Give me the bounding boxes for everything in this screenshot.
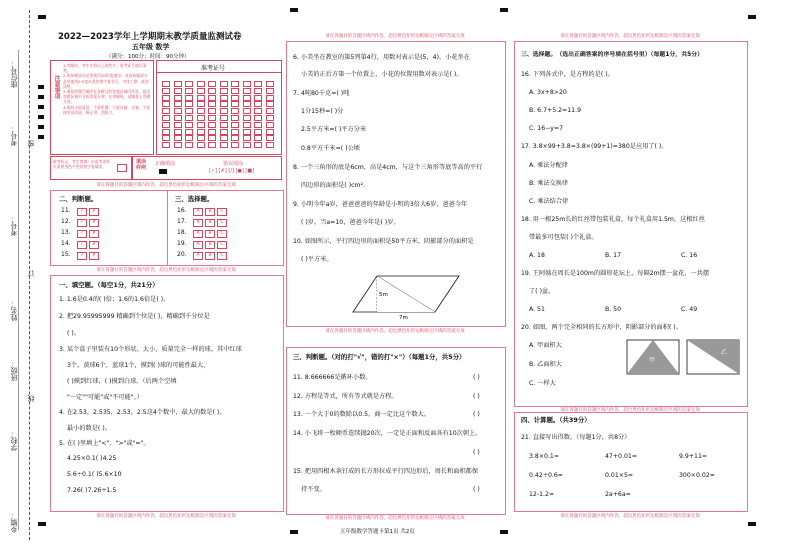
exam-number-bubble[interactable] [243, 95, 251, 101]
judge-option[interactable]: ✗ [89, 252, 99, 260]
q9: 9. 小明今年a岁，爸爸爸爸的年龄是小明的3倍大6岁，爸爸今年 [293, 201, 468, 208]
exam-number-bubble[interactable] [231, 129, 239, 135]
q20-option: C. 一样大 [529, 380, 556, 387]
choice-option[interactable]: C [217, 208, 227, 216]
county-label: 乡镇： [10, 512, 18, 533]
exam-number-bubble[interactable] [162, 142, 170, 148]
exam-number-bubble[interactable] [174, 101, 182, 107]
exam-number-bubble[interactable] [231, 142, 239, 148]
exam-number-bubble[interactable] [174, 115, 182, 121]
name-line [18, 50, 19, 530]
exam-number-bubble[interactable] [162, 81, 170, 87]
correct-fill-mark [159, 169, 167, 174]
choice-row[interactable] [177, 229, 229, 240]
timing-mark [38, 85, 44, 89]
q21: 21. 直接写出得数。（每题1分，共8分） [521, 434, 631, 441]
choice-option[interactable]: C [217, 241, 227, 249]
binding-dashed-line [29, 10, 30, 540]
exam-number-bubble[interactable] [243, 108, 251, 114]
calc-item: 300×0.02= [679, 472, 715, 479]
wrong-fill-label: 错误填涂 [223, 161, 244, 167]
q3: ( )摸到红球，( )摸到白球。（后两个空填 [67, 378, 177, 385]
warning-text: 请在各题目的答题区域内作答，超出黑色矩形边框限定区域的答案无效 [325, 329, 465, 334]
timing-mark [500, 530, 508, 534]
q5-row: 5.6÷0.1( )5.6×10 [67, 471, 122, 478]
q12: 12. 方程是等式，所有等式就是方程。 [293, 393, 398, 400]
exam-number-bubble[interactable] [254, 95, 262, 101]
exam-number-bubble[interactable] [220, 122, 228, 128]
choice-row[interactable] [177, 240, 229, 251]
exam-number-bubble[interactable] [208, 95, 216, 101]
notice-label: 注意事项 [53, 75, 60, 99]
page-title: 2022—2023学年上学期期末教学质量监测试卷 [58, 32, 242, 42]
exam-number-bubble[interactable] [266, 115, 274, 121]
choice-number: 19. [177, 240, 187, 247]
binding-margin [0, 0, 46, 548]
q6: 小美的正后方第一个位置上，小花的位置用数对表示是( )。 [301, 71, 463, 78]
judge-number: 15. [61, 251, 71, 258]
exam-number-bubble[interactable] [220, 101, 228, 107]
exam-number-bubble[interactable] [220, 81, 228, 87]
exam-number-bubble[interactable] [197, 135, 205, 141]
q3: "一定""可能"或"不可能"。） [67, 394, 143, 401]
q19-option: C. 49 [681, 306, 698, 313]
choice-number: 16. [177, 207, 187, 214]
missing-box [50, 156, 132, 180]
notice-item: 2.选择题部分必须使用2B铅笔填涂；非选择题部分必须使用0.5毫米黑色签字笔书写，字体工整、笔迹清楚。 [63, 73, 149, 89]
exam-number-bubble[interactable] [254, 135, 262, 141]
grade-subject: 五年级 数学 [132, 43, 170, 51]
q2: ( )。 [67, 330, 80, 337]
column-2-fill-continued [286, 41, 506, 327]
exam-number-bubble[interactable] [185, 101, 193, 107]
column-3-choice [514, 41, 748, 407]
q17-option: B. 乘法交换律 [529, 180, 569, 187]
q13: 13. 一个大于0的数除以0.5，商一定比这个数大。 [293, 411, 430, 418]
q9: ( )岁。当a=10，爸爸今年是( )岁。 [301, 219, 400, 226]
exam-number-bubble[interactable] [243, 115, 251, 121]
judge-option[interactable]: ✗ [89, 241, 99, 249]
choice-option[interactable]: B [205, 230, 215, 238]
exam-number-bubble[interactable] [197, 108, 205, 114]
page-footer: 五年级数学答题卡第1页 共2页 [340, 529, 415, 535]
choice-option[interactable]: A [193, 230, 203, 238]
calc-item: 9.9+11= [679, 453, 708, 460]
exam-number-bubble[interactable] [220, 108, 228, 114]
timing-mark [38, 95, 44, 99]
exam-number-bubble[interactable] [162, 101, 170, 107]
exam-number-bubble[interactable] [243, 135, 251, 141]
timing-mark [748, 15, 756, 19]
exam-number-label: 准考证号 [201, 65, 226, 72]
warning-text: 请在各题目的答题区域内作答，超出黑色矩形边框限定区域的答案无效 [96, 268, 236, 273]
q14-answer[interactable]: ( ) [473, 449, 480, 456]
timing-mark [38, 135, 44, 139]
exam-number-bubble[interactable] [208, 129, 216, 135]
calc-item: 47+0.01= [605, 453, 638, 460]
header-block [50, 30, 282, 185]
correct-fill-label: 正确填涂 [155, 161, 176, 167]
judge-option[interactable]: ✗ [89, 208, 99, 216]
q5-row: 4.25×0.1( )4.25 [67, 455, 117, 462]
timing-mark [290, 8, 298, 12]
choice-row[interactable] [177, 207, 229, 218]
exam-number-bubble[interactable] [243, 122, 251, 128]
q16-option: C. 16−y=7 [529, 125, 564, 132]
notice-item: 3.请按照题号顺序在各题目的答题区域内作答，超出答题区域书写的答案无效；在草稿纸、试题卷上答题无效。 [63, 89, 151, 105]
exam-number-bubble[interactable] [162, 108, 170, 114]
exam-number-bubble[interactable] [231, 135, 239, 141]
exam-number-bubble[interactable] [254, 142, 262, 148]
exam-number-bubble[interactable] [231, 81, 239, 87]
warning-text: 请在各题目的答题区域内作答，超出黑色矩形边框限定区域的答案无效 [560, 34, 700, 39]
exam-number-bubble[interactable] [266, 108, 274, 114]
exam-number-bubble[interactable] [231, 122, 239, 128]
q18-option: C. 16 [681, 252, 698, 259]
choice-option[interactable]: B [205, 219, 215, 227]
judge-option[interactable]: ✓ [77, 252, 87, 260]
notice-item: 1.答题前，考生先将自己的姓名、准考证号填写清楚。 [63, 63, 147, 74]
exam-number-bubble[interactable] [220, 129, 228, 135]
q19: 了( )盆。 [529, 288, 555, 295]
q5: 5. 在( )里填上"<"、">"或"="。 [59, 440, 150, 447]
q17-option: C. 乘法结合律 [529, 198, 569, 205]
exam-number-bubble[interactable] [185, 122, 193, 128]
exam-number-bubble[interactable] [266, 81, 274, 87]
exam-number-grid[interactable] [156, 60, 282, 155]
judge-title: 二、判断题。 [59, 195, 98, 203]
exam-number-bubble[interactable] [266, 122, 274, 128]
exam-number-bubble[interactable] [162, 115, 170, 121]
notice-box [50, 60, 154, 155]
judge-option[interactable]: ✗ [89, 230, 99, 238]
exam-number-bubble[interactable] [220, 135, 228, 141]
line-label: 线 [27, 395, 35, 402]
exam-number-bubble[interactable] [162, 135, 170, 141]
judge-number: 12. [61, 218, 71, 225]
svg-text:甲: 甲 [649, 357, 656, 364]
exam-number-bubble[interactable] [243, 88, 251, 94]
class-label: 班级： [10, 360, 18, 381]
judge-option[interactable]: ✓ [77, 230, 87, 238]
q6: 6. 小美坐在教室的第5列第4行，用数对表示是(5，4)，小花坐在 [293, 54, 470, 61]
exam-number-bubble[interactable] [174, 95, 182, 101]
choice-row[interactable] [177, 218, 229, 229]
choice-number: 18. [177, 229, 187, 236]
wrong-fill-marks: [✓] [✗] [/] [●] [■] [209, 168, 255, 174]
exam-number-bubble[interactable] [231, 101, 239, 107]
exam-number-bubble[interactable] [208, 81, 216, 87]
choice-row[interactable] [177, 251, 229, 262]
exam-number-bubble[interactable] [231, 108, 239, 114]
choice-section-title: 三、选择题。（选出正确答案的序号填在括号里）（每题1分，共5分） [521, 52, 703, 58]
exam-number-bubble[interactable] [208, 101, 216, 107]
q17-option: A. 乘法分配律 [529, 162, 568, 169]
timing-mark [500, 8, 508, 12]
timing-mark [38, 522, 46, 526]
judge-row[interactable] [61, 251, 101, 262]
exam-number-bubble[interactable] [266, 101, 274, 107]
timing-mark [38, 15, 46, 19]
exam-number-bubble[interactable] [243, 101, 251, 107]
timing-mark [290, 530, 298, 534]
exam-number-bubble[interactable] [185, 81, 193, 87]
exam-number-bubble[interactable] [185, 129, 193, 135]
calc-item: 2a+6a= [605, 491, 631, 498]
exam-number-bubble[interactable] [185, 135, 193, 141]
q18-option: A. 18 [529, 252, 545, 259]
q7: 1分15秒=( )分 [301, 108, 344, 115]
exam-number-bubble[interactable] [231, 95, 239, 101]
exam-number-bubble[interactable] [266, 129, 274, 135]
exam-number-bubble[interactable] [162, 88, 170, 94]
q20-option: B. 乙面积大 [529, 361, 562, 368]
q8: 四边形的面积是( )cm². [301, 182, 365, 189]
q11-answer[interactable]: ( ) [473, 374, 480, 381]
exam-number-bubble[interactable] [254, 81, 262, 87]
q10: ( )平方米。 [301, 256, 333, 263]
rectangles-figure [625, 338, 743, 378]
exam-number-bubble[interactable] [197, 81, 205, 87]
q19-option: A. 51 [529, 306, 545, 313]
exam-number-bubble[interactable] [197, 129, 205, 135]
exam-number-bubble[interactable] [266, 95, 274, 101]
judge-number: 13. [61, 229, 71, 236]
notice-item: 4.保持卡面清洁，不要折叠、不要弄破、弄皱，不准使用涂改液、修正带、刮纸刀。 [63, 104, 151, 115]
exam-number-bubble[interactable] [197, 101, 205, 107]
exam-number-bubble[interactable] [197, 122, 205, 128]
choice-option[interactable]: A [193, 219, 203, 227]
exam-number-bubble[interactable] [231, 88, 239, 94]
choice-option[interactable]: C [217, 252, 227, 260]
warning-text: 请在各题目的答题区域内作答，超出黑色矩形边框限定区域的答案无效 [325, 34, 465, 39]
judge-option[interactable]: ✗ [89, 219, 99, 227]
exam-number-bubble[interactable] [243, 81, 251, 87]
exam-number-bubble[interactable] [220, 142, 228, 148]
judge-row[interactable] [61, 229, 101, 240]
exam-number-bubble[interactable] [266, 135, 274, 141]
q20-option: A. 甲面积大 [529, 342, 562, 349]
exam-number-bubble[interactable] [208, 135, 216, 141]
exam-number-bubble[interactable] [220, 95, 228, 101]
timing-mark [748, 522, 756, 526]
exam-number-bubble[interactable] [197, 95, 205, 101]
q19: 19. 王阿姨在周长是100m的圆形花坛上，每隔2m摆一盆花，一共摆 [521, 270, 710, 277]
choice-option[interactable]: B [205, 252, 215, 260]
q3: 3个，黄球6个，蓝球1个，摸到( )球的可能性最大， [67, 362, 210, 369]
exam-number-bubble[interactable] [231, 115, 239, 121]
exam-number-bubble[interactable] [220, 115, 228, 121]
exam-number-bubble[interactable] [254, 108, 262, 114]
q16-option: A. 3x+8>20 [529, 89, 567, 96]
q4: 4. 在2.53，2.535，2.53，2.5这4个数中，最大的数是( )， [59, 409, 226, 416]
svg-text:乙: 乙 [721, 349, 728, 356]
parallelogram-figure [347, 270, 467, 320]
dim-width: 7m [399, 315, 408, 320]
calc-item: 12-1.2= [529, 491, 555, 498]
column-2-truefalse [286, 347, 506, 515]
q13-answer[interactable]: ( ) [473, 411, 480, 418]
q15: 15. 把用四根木条钉成的长方形拉成平行四边形后，周长和面积都保 [293, 468, 479, 475]
q11: 11. 8.666666是循环小数。 [293, 374, 372, 381]
exam-number-bubble[interactable] [174, 81, 182, 87]
exam-number-bubble[interactable] [174, 108, 182, 114]
exam-number-bubble[interactable] [220, 88, 228, 94]
judge-row[interactable] [61, 240, 101, 251]
judge-row[interactable] [61, 218, 101, 229]
exam-no-label-2: 考号： [10, 215, 18, 236]
q16-option: B. 6.7+5.2=11.9 [529, 107, 582, 114]
warning-text: 请在各题目的答题区域内作答，超出黑色矩形边框限定区域的答案无效 [560, 514, 700, 519]
q18: 18. 用一根25m长的红丝带包装礼盒，每个礼盒用1.5m，这根红丝 [521, 216, 705, 223]
missing-note: 缺考标记，考生禁填！由监考老师负责用黑色字迹的签字笔填涂。 [53, 159, 110, 169]
choice-title: 三、选择题。 [175, 195, 214, 203]
q8: 8. 一个三角形的底是6cm，高是4cm，与这个三角形等底等高的平行 [293, 164, 483, 171]
exam-number-bubble[interactable] [174, 129, 182, 135]
exam-number-bubble[interactable] [266, 88, 274, 94]
dim-height: 5m [379, 292, 388, 298]
column-3-calc [514, 412, 748, 512]
column-1-judge-choice [50, 190, 284, 266]
q20: 20. 如图，两个完全相同的长方形中，阴影部分的面积( )。 [521, 324, 682, 331]
choice-option[interactable]: B [205, 241, 215, 249]
column-1-fill-section [50, 275, 284, 512]
tf-title: 三、判断题。（对的打"√"，错的打"×"）（每题1分，共5分） [293, 353, 466, 361]
exam-number-bubble[interactable] [185, 142, 193, 148]
judge-option[interactable]: ✓ [77, 241, 87, 249]
exam-number-bubble[interactable] [208, 142, 216, 148]
exam-number-bubble[interactable] [185, 88, 193, 94]
bind-label: 订 [27, 270, 35, 277]
warning-text: 请在各题目的答题区域内作答，超出黑色矩形边框限定区域的答案无效 [96, 183, 236, 188]
q15-answer[interactable]: ( ) [473, 486, 480, 493]
exam-number-bubble[interactable] [254, 88, 262, 94]
timing-mark [38, 125, 44, 129]
exam-number-bubble[interactable] [208, 108, 216, 114]
exam-number-bubble[interactable] [185, 108, 193, 114]
choice-option[interactable]: A [193, 252, 203, 260]
exam-number-bubble[interactable] [197, 142, 205, 148]
exam-number-bubble[interactable] [174, 122, 182, 128]
exam-number-bubble[interactable] [254, 101, 262, 107]
school-label: 学校： [10, 430, 18, 451]
exam-number-bubble[interactable] [243, 142, 251, 148]
score-time: （满分：100分；时间：90分钟） [106, 54, 190, 60]
q5-row: 7.26( )7.26÷1.5 [67, 487, 117, 494]
choice-option[interactable]: B [205, 208, 215, 216]
exam-number-bubble[interactable] [174, 142, 182, 148]
calc-item: 0.01×5= [605, 472, 634, 479]
timing-mark [38, 105, 44, 109]
choice-option[interactable]: C [217, 219, 227, 227]
q3: 3. 某个盒子里装有10个形状、大小、质量完全一样的球，其中红球 [59, 346, 242, 353]
judge-row[interactable] [61, 207, 101, 218]
exam-number-bubble[interactable] [208, 88, 216, 94]
exam-number-bubble[interactable] [197, 88, 205, 94]
exam-number-bubble[interactable] [197, 115, 205, 121]
fill-example-box [132, 156, 282, 180]
judge-number: 14. [61, 240, 71, 247]
q7: 7. 4吨80千克=( )吨 [293, 90, 350, 97]
q1: 1. 1.6是0.4的( )倍；1.6的1.6倍是( )。 [59, 296, 170, 303]
choice-option[interactable]: C [217, 230, 227, 238]
judge-option[interactable]: ✓ [77, 208, 87, 216]
q18-option: B. 17 [605, 252, 622, 259]
warning-text: 请在各题目的答题区域内作答，超出黑色矩形边框限定区域的答案无效 [325, 516, 465, 521]
q15: 持不变。 [301, 486, 326, 493]
calc-title: 四、计算题。（共39分） [521, 416, 591, 424]
exam-number-bubble[interactable] [254, 115, 262, 121]
exam-number-bubble[interactable] [254, 122, 262, 128]
exam-number-bubble[interactable] [208, 115, 216, 121]
q14: 14. 小飞将一枚硬币连续抛20次，一定是正面和反面各有10次朝上。 [293, 430, 482, 437]
name-label: 姓名： [10, 300, 18, 321]
exam-number-bubble[interactable] [174, 135, 182, 141]
exam-number-bubble[interactable] [162, 129, 170, 135]
exam-number-bubble[interactable] [185, 115, 193, 121]
exam-number-bubble[interactable] [208, 122, 216, 128]
timing-mark [38, 115, 44, 119]
fill-title: 一、填空题。（每空1分，共21分） [59, 281, 159, 289]
calc-item: 3.8×0.1= [529, 453, 560, 460]
exam-number-bubble[interactable] [243, 129, 251, 135]
q12-answer[interactable]: ( ) [473, 393, 480, 400]
missing-checkbox[interactable] [117, 164, 127, 172]
fill-example-label: 填涂样例 [136, 159, 147, 171]
q10: 10. 如图所示，平行四边形的面积是50平方米，阴影部分的面积是 [293, 238, 474, 245]
warning-text: 请在各题目的答题区域内作答，超出黑色矩形边框限定区域的答案无效 [96, 514, 236, 519]
q7: 0.8平方千米=( )公顷 [301, 145, 360, 152]
q2: 2. 把29.95995999 精确到个位是( )，精确到千分位是 [59, 313, 210, 320]
q17: 17. 3.8×99+3.8=3.8×(99+1)=380是应用了( )。 [521, 143, 668, 150]
choice-number: 17. [177, 218, 187, 225]
choice-number: 20. [177, 251, 187, 258]
exam-number-bubble[interactable] [162, 95, 170, 101]
exam-no-label: 考号： [10, 125, 18, 146]
seat-label: 座位号： [10, 60, 18, 88]
choice-option[interactable]: A [193, 208, 203, 216]
q7: 2.5平方米=( )平方分米 [301, 126, 367, 133]
warning-text: 请在各题目的答题区域内作答，超出黑色矩形边框限定区域的答案无效 [560, 408, 700, 413]
exam-number-bubble[interactable] [174, 88, 182, 94]
calc-item: 0.42÷0.6= [529, 472, 563, 479]
seal-label: 密 [27, 140, 35, 147]
exam-number-bubble[interactable] [254, 129, 262, 135]
q16: 16. 下列各式中，是方程的是( )。 [521, 71, 614, 78]
judge-number: 11. [61, 207, 71, 214]
judge-option[interactable]: ✓ [77, 219, 87, 227]
choice-option[interactable]: A [193, 241, 203, 249]
exam-number-bubble[interactable] [162, 122, 170, 128]
q19-option: B. 50 [605, 306, 622, 313]
q4: 最小的数是( )。 [67, 425, 111, 432]
exam-number-bubble[interactable] [266, 142, 274, 148]
exam-number-bubble[interactable] [185, 95, 193, 101]
q18: 带最多可包装( )个礼盒。 [529, 234, 598, 241]
